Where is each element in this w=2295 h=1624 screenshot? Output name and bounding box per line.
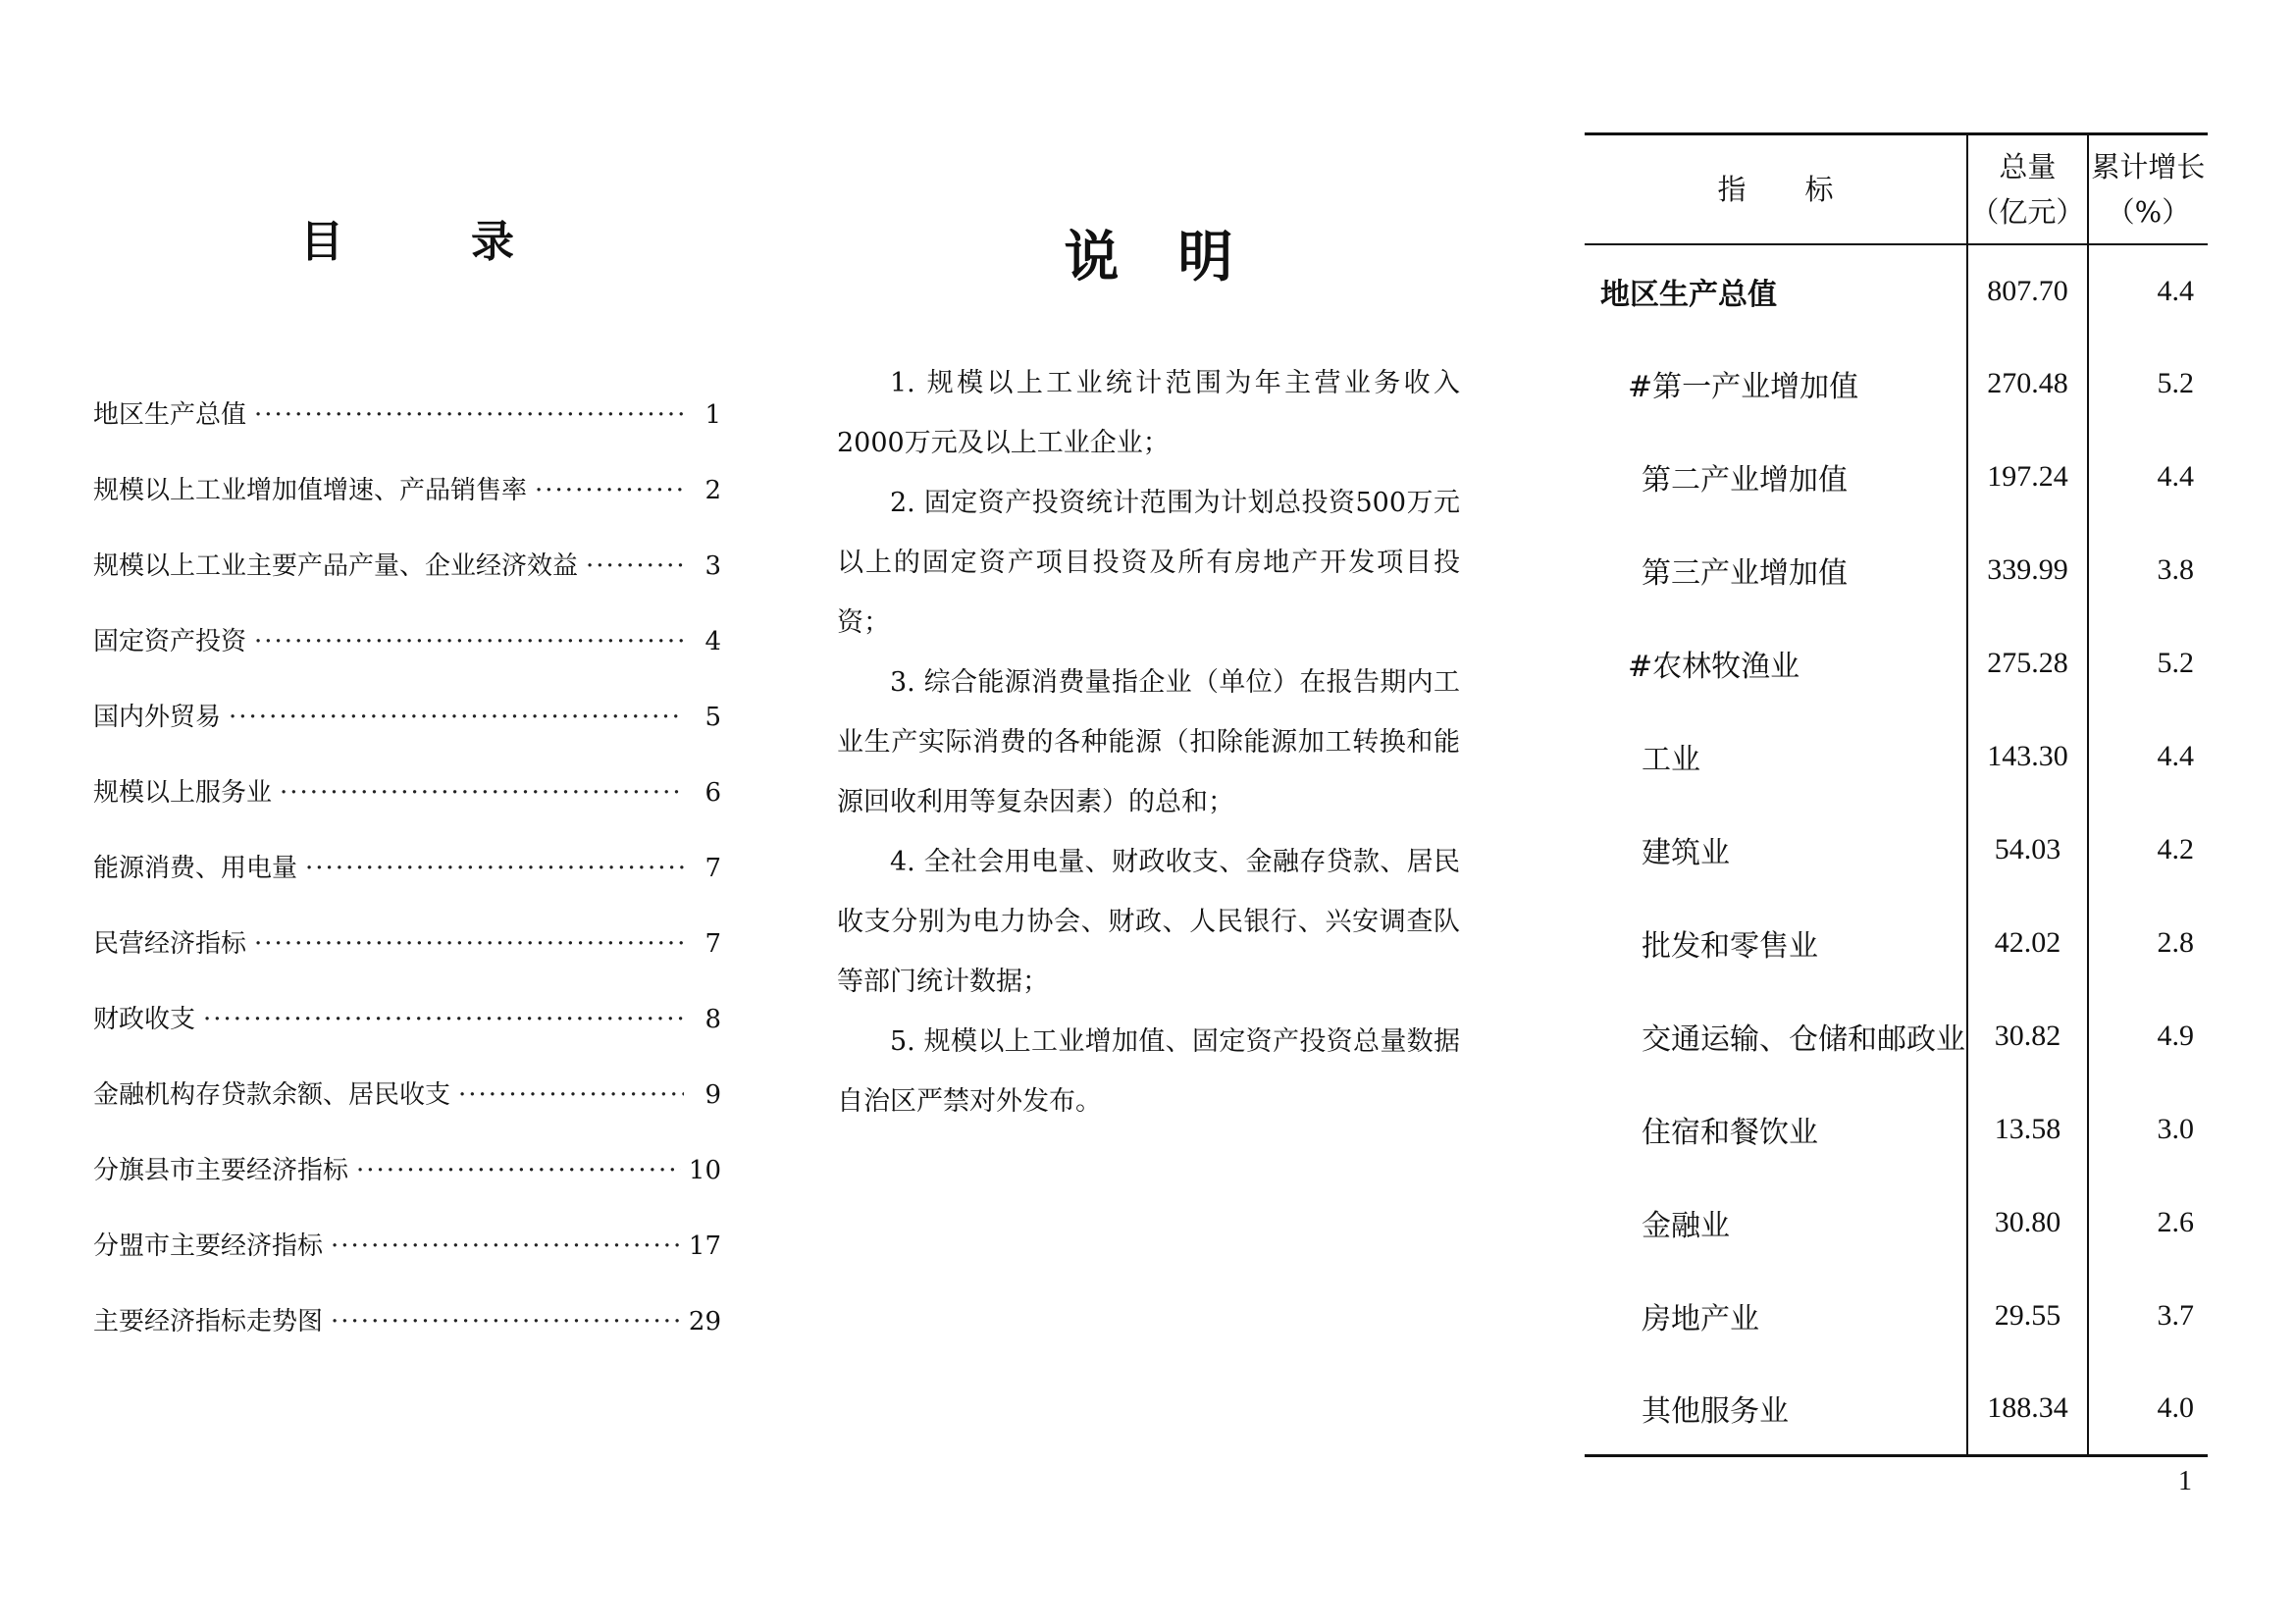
table-row	[1585, 710, 2208, 804]
row-growth: 3.0	[2088, 1083, 2208, 1177]
table-row	[1585, 1270, 2208, 1363]
header-total-line2: （亿元）	[1970, 194, 2085, 229]
table-row	[1585, 990, 2208, 1083]
toc-leader-dots	[305, 854, 684, 883]
row-indicator: 金融业	[1642, 1209, 1730, 1243]
toc-item[interactable]	[93, 1226, 721, 1301]
toc-item-label: 规模以上工业增加值增速、产品销售率	[93, 476, 528, 505]
toc-item-label: 固定资产投资	[93, 627, 247, 656]
table-row	[1585, 244, 2208, 338]
toc-item[interactable]	[93, 999, 721, 1074]
toc-item-label: 分旗县市主要经济指标	[93, 1156, 349, 1185]
toc-item[interactable]	[93, 848, 721, 923]
notes-body	[837, 353, 1460, 1131]
table-row	[1585, 617, 2208, 710]
header-indicator: 指标	[1585, 134, 1967, 244]
note-paragraph: 5. 规模以上工业增加值、固定资产投资总量数据自治区严禁对外发布。	[837, 1026, 1460, 1117]
header-growth	[2088, 134, 2208, 244]
toc-leader-dots	[458, 1080, 684, 1110]
toc-leader-dots	[331, 1307, 681, 1336]
toc-item-label: 规模以上工业主要产品产量、企业经济效益	[93, 551, 579, 581]
page-number: 1	[2178, 1466, 2192, 1496]
row-total: 42.02	[1967, 897, 2088, 990]
row-growth: 3.7	[2088, 1270, 2208, 1363]
toc-item-label: 能源消费、用电量	[93, 854, 298, 883]
toc-item[interactable]	[93, 546, 721, 621]
table-row	[1585, 431, 2208, 524]
table-row	[1585, 338, 2208, 431]
table-row	[1585, 804, 2208, 897]
table-row	[1585, 1177, 2208, 1270]
toc-item[interactable]	[93, 621, 721, 697]
notes-title-char-2: 明	[1177, 225, 1233, 289]
toc-item-page: 5	[704, 703, 721, 732]
table-row	[1585, 1363, 2208, 1456]
header-total	[1967, 134, 2088, 244]
row-indicator: 房地产业	[1642, 1302, 1759, 1336]
row-total: 188.34	[1967, 1363, 2088, 1456]
row-indicator: 第二产业增加值	[1642, 463, 1848, 498]
toc-item-page: 2	[704, 476, 721, 505]
toc-item[interactable]	[93, 1301, 721, 1377]
toc-item-page: 17	[688, 1231, 721, 1261]
row-total: 54.03	[1967, 804, 2088, 897]
toc-item-page: 8	[704, 1005, 721, 1034]
row-total: 275.28	[1967, 617, 2088, 710]
row-growth: 4.4	[2088, 431, 2208, 524]
table-row	[1585, 1083, 2208, 1177]
row-total: 30.80	[1967, 1177, 2088, 1270]
row-growth: 5.2	[2088, 338, 2208, 431]
toc-title-char-2: 录	[471, 217, 514, 267]
note-paragraph: 3. 综合能源消费量指企业（单位）在报告期内工业生产实际消费的各种能源（扣除能源加工转换和能源回收利用等复杂因素）的总和；	[837, 667, 1460, 817]
toc-item-label: 金融机构存贷款余额、居民收支	[93, 1080, 451, 1110]
toc-item[interactable]	[93, 772, 721, 848]
toc-item[interactable]	[93, 470, 721, 546]
toc-item-page: 7	[704, 929, 721, 959]
toc-title-char-1: 目	[300, 217, 343, 267]
toc-item-label: 地区生产总值	[93, 400, 247, 430]
toc-leader-dots	[356, 1156, 681, 1185]
row-growth: 2.8	[2088, 897, 2208, 990]
notes-title	[837, 214, 1460, 292]
toc-leader-dots	[254, 929, 684, 959]
toc-item-label: 规模以上服务业	[93, 778, 273, 808]
row-total: 29.55	[1967, 1270, 2088, 1363]
toc-item[interactable]	[93, 1074, 721, 1150]
note-paragraph: 1. 规模以上工业统计范围为年主营业务收入2000万元及以上工业企业；	[837, 368, 1460, 458]
row-indicator: 交通运输、仓储和邮政业	[1642, 1022, 1965, 1057]
row-indicator: 工业	[1642, 743, 1700, 777]
row-indicator: 批发和零售业	[1642, 929, 1818, 964]
table-header-row	[1585, 134, 2208, 244]
row-indicator: 住宿和餐饮业	[1642, 1116, 1818, 1150]
toc-leader-dots	[331, 1231, 681, 1261]
toc-leader-dots	[280, 778, 684, 808]
toc-list	[93, 394, 721, 1377]
toc-item-label: 财政收支	[93, 1005, 196, 1034]
toc-leader-dots	[586, 551, 684, 581]
toc-leader-dots	[254, 400, 684, 430]
row-growth: 2.6	[2088, 1177, 2208, 1270]
row-total: 30.82	[1967, 990, 2088, 1083]
row-growth: 4.2	[2088, 804, 2208, 897]
toc-item-label: 民营经济指标	[93, 929, 247, 959]
row-total: 807.70	[1967, 244, 2088, 338]
header-growth-line2: （%）	[2106, 194, 2191, 229]
toc-item[interactable]	[93, 923, 721, 999]
row-growth: 4.0	[2088, 1363, 2208, 1456]
row-growth: 4.4	[2088, 710, 2208, 804]
toc-leader-dots	[535, 476, 684, 505]
row-growth: 3.8	[2088, 524, 2208, 617]
row-total: 143.30	[1967, 710, 2088, 804]
toc-item-page: 29	[688, 1307, 721, 1336]
row-total: 270.48	[1967, 338, 2088, 431]
toc-item-page: 6	[704, 778, 721, 808]
toc-item-label: 主要经济指标走势图	[93, 1307, 324, 1336]
header-growth-line1: 累计增长	[2091, 149, 2206, 183]
toc-item-page: 7	[704, 854, 721, 883]
table-row	[1585, 897, 2208, 990]
note-paragraph: 4. 全社会用电量、财政收支、金融存贷款、居民收支分别为电力协会、财政、人民银行、兴安调查队等部门统计数据；	[837, 847, 1460, 997]
toc-leader-dots	[229, 703, 684, 732]
toc-item-page: 1	[704, 400, 721, 430]
row-total: 197.24	[1967, 431, 2088, 524]
header-total-line1: 总量	[1999, 149, 2057, 183]
row-indicator: 地区生产总值	[1600, 277, 1777, 312]
row-indicator: #农林牧渔业	[1628, 650, 1800, 684]
toc-item-label: 国内外贸易	[93, 703, 222, 732]
row-growth: 4.9	[2088, 990, 2208, 1083]
row-total: 339.99	[1967, 524, 2088, 617]
gdp-table	[1585, 132, 2208, 1457]
toc-item-page: 9	[704, 1080, 721, 1110]
toc-item-page: 4	[704, 627, 721, 656]
gdp-table-section	[1585, 132, 2208, 1457]
toc-item[interactable]	[93, 1150, 721, 1226]
row-indicator: #第一产业增加值	[1628, 370, 1859, 404]
toc-item[interactable]	[93, 697, 721, 772]
table-row	[1585, 524, 2208, 617]
row-growth: 4.4	[2088, 244, 2208, 338]
toc-item-page: 3	[704, 551, 721, 581]
toc-item-label: 分盟市主要经济指标	[93, 1231, 324, 1261]
row-growth: 5.2	[2088, 617, 2208, 710]
notes-title-char-1: 说	[1064, 225, 1120, 289]
toc-title	[93, 206, 721, 269]
toc-item[interactable]	[93, 394, 721, 470]
row-indicator: 其他服务业	[1585, 1363, 1967, 1456]
note-paragraph: 2. 固定资产投资统计范围为计划总投资500万元以上的固定资产项目投资及所有房地产开发项目投资；	[837, 488, 1460, 638]
row-total: 13.58	[1967, 1083, 2088, 1177]
row-indicator: 第三产业增加值	[1642, 556, 1848, 591]
toc-item-page: 10	[688, 1156, 721, 1185]
row-indicator: 建筑业	[1642, 836, 1730, 870]
toc-leader-dots	[254, 627, 684, 656]
toc-leader-dots	[203, 1005, 684, 1034]
